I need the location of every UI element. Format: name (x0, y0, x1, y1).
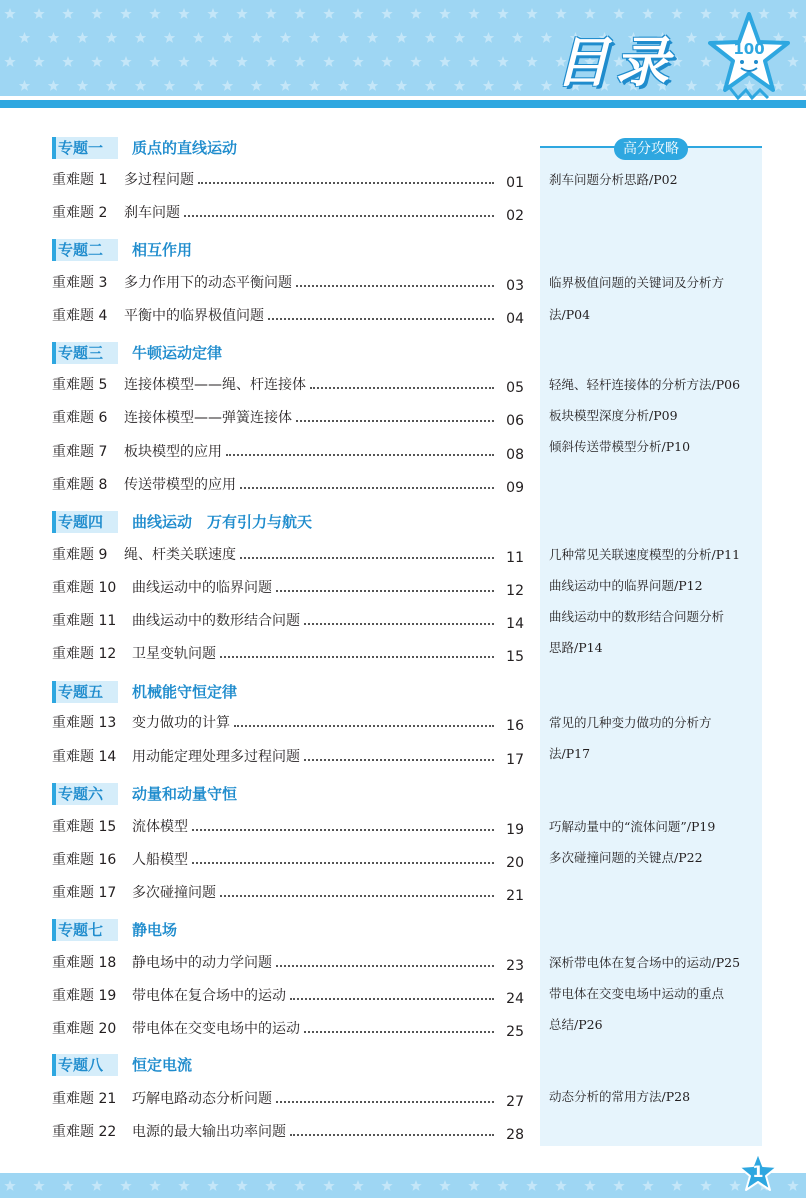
entry-label: 重难题 19 (52, 988, 117, 1004)
decorative-star (671, 8, 682, 19)
toc-entry[interactable] (52, 610, 524, 632)
entry-label: 重难题 9 (52, 547, 108, 563)
leader-dots (296, 420, 494, 422)
decorative-star (787, 1180, 798, 1191)
toc-entry[interactable] (52, 849, 524, 871)
topic-name: 机械能守恒定律 (132, 683, 238, 701)
tip-line[interactable]: 几种常见关联速度模型的分析/P11 (549, 547, 741, 562)
toc-entry[interactable] (52, 305, 524, 327)
topic-label: 专题三 (52, 342, 118, 364)
entry-label: 重难题 22 (52, 1124, 117, 1140)
sidebar-badge: 高分攻略 (614, 138, 688, 160)
decorative-star (4, 1180, 15, 1191)
entry-label: 重难题 5 (52, 377, 108, 393)
decorative-star (802, 32, 806, 43)
entry-title: 曲线运动中的数形结合问题 (132, 610, 304, 632)
toc-entry[interactable] (52, 272, 524, 294)
leader-dots (240, 557, 494, 559)
decorative-star (686, 32, 697, 43)
decorative-star (541, 32, 552, 43)
topic-label: 专题八 (52, 1054, 118, 1076)
star-mascot-icon (708, 10, 790, 102)
entry-page: 01 (506, 175, 524, 191)
entry-label: 重难题 18 (52, 955, 117, 971)
entry-title: 变力做功的计算 (132, 712, 234, 734)
leader-dots (290, 998, 494, 1000)
decorative-star (33, 1180, 44, 1191)
topic-heading[interactable] (52, 681, 522, 703)
toc-entry[interactable] (52, 577, 524, 599)
leader-dots (304, 1031, 494, 1033)
decorative-star (149, 1180, 160, 1191)
leader-dots (220, 656, 494, 658)
toc-entry[interactable] (52, 643, 524, 665)
toc-entry[interactable] (52, 407, 524, 429)
tip-line: 总结/P26 (549, 1017, 603, 1032)
decorative-star (584, 8, 595, 19)
decorative-star (207, 1180, 218, 1191)
toc-entry[interactable] (52, 1121, 524, 1143)
decorative-star (381, 1180, 392, 1191)
entry-page: 24 (506, 991, 524, 1007)
toc-entry[interactable] (52, 1018, 524, 1040)
decorative-star (294, 1180, 305, 1191)
tip-line: 法/P17 (549, 746, 591, 761)
entry-label: 重难题 16 (52, 852, 117, 868)
entry-title: 流体模型 (132, 816, 192, 838)
decorative-star (555, 8, 566, 19)
entry-label: 重难题 17 (52, 885, 117, 901)
entry-title: 静电场中的动力学问题 (132, 952, 276, 974)
entry-page: 15 (506, 649, 524, 665)
footer-rule (0, 1170, 806, 1173)
leader-dots (276, 1101, 494, 1103)
entry-page: 02 (506, 208, 524, 224)
topic-name: 曲线运动 万有引力与航天 (132, 513, 313, 531)
entry-page: 12 (506, 583, 524, 599)
leader-dots (240, 487, 494, 489)
leader-dots (290, 1134, 494, 1136)
entry-page: 21 (506, 888, 524, 904)
entry-label: 重难题 15 (52, 819, 117, 835)
toc-entry[interactable] (52, 374, 524, 396)
decorative-star (671, 1180, 682, 1191)
page-footer (0, 1170, 806, 1198)
tip-line[interactable]: 板块模型深度分析/P09 (549, 408, 678, 423)
decorative-star (642, 1180, 653, 1191)
leader-dots (296, 285, 494, 287)
leader-dots (304, 759, 494, 761)
entry-page: 25 (506, 1024, 524, 1040)
leader-dots (184, 215, 494, 217)
topic-heading[interactable] (52, 137, 522, 159)
decorative-star (468, 1180, 479, 1191)
entry-title: 平衡中的临界极值问题 (124, 305, 268, 327)
tip-line[interactable]: 带电体在交变电场中运动的重点 (549, 986, 725, 1001)
entry-title: 连接体模型——弹簧连接体 (124, 407, 296, 429)
entry-title: 多过程问题 (124, 169, 198, 191)
decorative-star (555, 1180, 566, 1191)
decorative-star (62, 1180, 73, 1191)
entry-page: 11 (506, 550, 524, 566)
entry-label: 重难题 6 (52, 410, 108, 426)
decorative-star (91, 1180, 102, 1191)
entry-page: 27 (506, 1094, 524, 1110)
entry-page: 06 (506, 413, 524, 429)
entry-page: 05 (506, 380, 524, 396)
tip-line[interactable]: 轻绳、轻杆连接体的分析方法/P06 (549, 377, 741, 392)
decorative-star (323, 1180, 334, 1191)
decorative-star (120, 1180, 131, 1191)
leader-dots (226, 454, 494, 456)
entry-page: 19 (506, 822, 524, 838)
entry-title: 人船模型 (132, 849, 192, 871)
tip-line[interactable]: 巧解动量中的“流体问题”/P19 (549, 819, 716, 834)
leader-dots (310, 387, 494, 389)
topic-name: 恒定电流 (132, 1056, 193, 1074)
entry-page: 20 (506, 855, 524, 871)
entry-page: 04 (506, 311, 524, 327)
tip-line[interactable]: 深析带电体在复合场中的运动/P25 (549, 955, 741, 970)
entry-title: 电源的最大输出功率问题 (132, 1121, 290, 1143)
tip-line[interactable]: 多次碰撞问题的关键点/P22 (549, 850, 703, 865)
entry-label: 重难题 11 (52, 613, 117, 629)
entry-label: 重难题 14 (52, 749, 117, 765)
tip-line[interactable]: 倾斜传送带模型分析/P10 (549, 439, 691, 454)
entry-page: 23 (506, 958, 524, 974)
entry-label: 重难题 3 (52, 275, 108, 291)
entry-title: 巧解电路动态分析问题 (132, 1088, 276, 1110)
entry-label: 重难题 21 (52, 1091, 117, 1107)
topic-name: 相互作用 (132, 241, 193, 259)
topic-label: 专题一 (52, 137, 118, 159)
topic-heading[interactable] (52, 342, 522, 364)
topic-heading[interactable] (52, 511, 522, 533)
decorative-star (439, 1180, 450, 1191)
topic-heading[interactable] (52, 919, 522, 941)
topic-name: 牛顿运动定律 (132, 344, 223, 362)
leader-dots (276, 965, 494, 967)
decorative-star (178, 1180, 189, 1191)
toc-entry[interactable] (52, 169, 524, 191)
entry-page: 28 (506, 1127, 524, 1143)
leader-dots (234, 725, 494, 727)
tip-line[interactable]: 曲线运动中的数形结合问题分析 (549, 609, 725, 624)
entry-title: 传送带模型的应用 (124, 474, 240, 496)
entry-page: 03 (506, 278, 524, 294)
decorative-star (802, 80, 806, 91)
topic-heading[interactable] (52, 239, 522, 261)
entry-title: 绳、杆类关联速度 (124, 544, 240, 566)
decorative-star (236, 1180, 247, 1191)
decorative-star (613, 1180, 624, 1191)
topic-label: 专题六 (52, 783, 118, 805)
decorative-star (613, 8, 624, 19)
leader-dots (192, 862, 494, 864)
leader-dots (276, 590, 494, 592)
tip-line[interactable]: 曲线运动中的临界问题/P12 (549, 578, 703, 593)
toc-entry[interactable] (52, 746, 524, 768)
toc-entry[interactable] (52, 1088, 524, 1110)
entry-title: 曲线运动中的临界问题 (132, 577, 276, 599)
tip-line: 法/P04 (549, 307, 591, 322)
entry-title: 刹车问题 (124, 202, 184, 224)
toc-entry[interactable] (52, 441, 524, 463)
tip-line: 思路/P14 (549, 640, 603, 655)
topic-label: 专题四 (52, 511, 118, 533)
entry-label: 重难题 7 (52, 444, 108, 460)
decorative-star (497, 1180, 508, 1191)
toc-entry[interactable] (52, 544, 524, 566)
entry-title: 连接体模型——绳、杆连接体 (124, 374, 310, 396)
decorative-star (686, 80, 697, 91)
page-title: 目录 (555, 31, 675, 94)
footer-star-pattern (0, 1170, 806, 1198)
decorative-star (265, 1180, 276, 1191)
entry-label: 重难题 4 (52, 308, 108, 324)
entry-page: 09 (506, 480, 524, 496)
leader-dots (220, 895, 494, 897)
leader-dots (268, 318, 494, 320)
decorative-star (526, 1180, 537, 1191)
entry-title: 多力作用下的动态平衡问题 (124, 272, 296, 294)
tip-line[interactable]: 常见的几种变力做功的分析方 (549, 715, 712, 730)
decorative-star (584, 1180, 595, 1191)
decorative-star (352, 1180, 363, 1191)
entry-label: 重难题 2 (52, 205, 108, 221)
topic-heading[interactable] (52, 783, 522, 805)
topic-name: 静电场 (132, 921, 178, 939)
toc-entry[interactable] (52, 712, 524, 734)
page-number: 1 (752, 1162, 764, 1181)
toc-entry[interactable] (52, 882, 524, 904)
entry-page: 16 (506, 718, 524, 734)
entry-label: 重难题 12 (52, 646, 117, 662)
entry-title: 卫星变轨问题 (132, 643, 220, 665)
leader-dots (304, 623, 494, 625)
entry-label: 重难题 20 (52, 1021, 117, 1037)
topic-name: 质点的直线运动 (132, 139, 238, 157)
decorative-star (410, 1180, 421, 1191)
tip-line[interactable]: 刹车问题分析思路/P02 (549, 172, 678, 187)
entry-label: 重难题 8 (52, 477, 108, 493)
toc-entry[interactable] (52, 474, 524, 496)
topic-label: 专题五 (52, 681, 118, 703)
entry-label: 重难题 1 (52, 172, 108, 188)
decorative-star (541, 80, 552, 91)
entry-title: 带电体在交变电场中的运动 (132, 1018, 304, 1040)
entry-title: 板块模型的应用 (124, 441, 226, 463)
entry-page: 17 (506, 752, 524, 768)
toc-entry[interactable] (52, 816, 524, 838)
toc-entry[interactable] (52, 985, 524, 1007)
leader-dots (198, 182, 494, 184)
entry-label: 重难题 13 (52, 715, 117, 731)
entry-title: 多次碰撞问题 (132, 882, 220, 904)
topic-label: 专题二 (52, 239, 118, 261)
leader-dots (192, 829, 494, 831)
toc-entry[interactable] (52, 202, 524, 224)
topic-label: 专题七 (52, 919, 118, 941)
decorative-star (700, 1180, 711, 1191)
entry-label: 重难题 10 (52, 580, 117, 596)
topic-name: 动量和动量守恒 (132, 785, 238, 803)
decorative-star (642, 8, 653, 19)
mascot-label: 100 (733, 40, 765, 58)
entry-title: 带电体在复合场中的运动 (132, 985, 290, 1007)
entry-title: 用动能定理处理多过程问题 (132, 746, 304, 768)
entry-page: 14 (506, 616, 524, 632)
toc-entry[interactable] (52, 952, 524, 974)
topic-heading[interactable] (52, 1054, 522, 1076)
tip-line[interactable]: 动态分析的常用方法/P28 (549, 1089, 691, 1104)
tip-line[interactable]: 临界极值问题的关键词及分析方 (549, 275, 725, 290)
entry-page: 08 (506, 447, 524, 463)
